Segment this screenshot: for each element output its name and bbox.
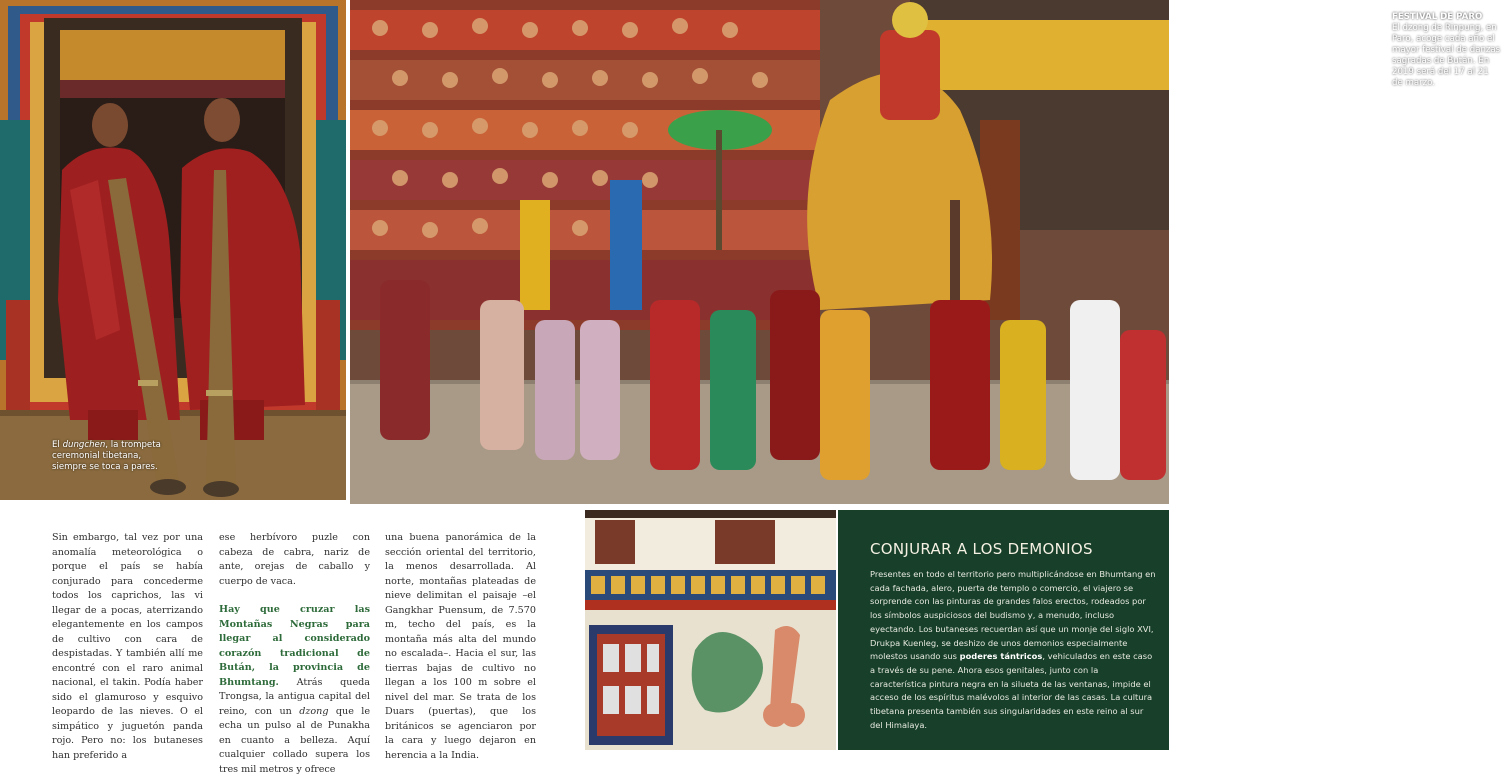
paragraph-text: Atrás queda Trongsa, la antigua capital del reino, con un	[219, 676, 370, 717]
festival-caption	[1392, 12, 1502, 89]
article-column-3	[385, 531, 536, 763]
sidebar-bold-term: poderes tántricos	[959, 651, 1043, 662]
building-image	[585, 510, 836, 750]
italic-term: dzong	[299, 705, 329, 717]
paragraph: Sin embargo, tal vez por una anomalía meteorológica o porque el país se había conjurado para concederme todos los caprichos, las vi llegar de a pocas, aterrizando elegantemente en los campos de cultivo con cara de despistadas. Y también allí me encontré con el raro animal nacional, el takin. Podía haber sido el glamuroso y esquivo leopardo de las nieves. O el simpático y juguetón panda rojo. Pero no: los butaneses han preferido a	[52, 532, 203, 761]
caption-title: FESTIVAL DE PARO	[1392, 12, 1483, 22]
monks-image	[0, 0, 346, 500]
festival-photo	[350, 0, 1501, 504]
monks-caption	[52, 440, 162, 473]
sidebar-body	[870, 568, 1156, 732]
building-photo	[585, 510, 836, 750]
sidebar-text: Presentes en todo el territorio pero multiplicándose en Bhumtang en cada fachada, alero, puerta de templo o comercio, el viajero se sorprende con las pinturas de grandes falos erectos, rodeados por los símbolos auspiciosos del budismo y, a menudo, incluso eyectando. Los butaneses recuerdan así que un monje del siglo XVI, Drukpa Kuenleg, se deshizo de unos demonios especialmente molestos usando sus	[870, 569, 1156, 662]
paragraph	[219, 603, 370, 777]
monks-photo	[0, 0, 346, 500]
sidebar-title: CONJURAR A LOS DEMONIOS	[870, 540, 1093, 558]
caption-text: , la trompeta ceremonial tibetana, siempre se toca a pares.	[52, 440, 161, 472]
paragraph: ese herbívoro puzle con cabeza de cabra, nariz de ante, orejas de caballo y cuerpo de vaca.	[219, 532, 370, 587]
paragraph-text: que le echa un pulso al de Punakha en cuanto a belleza. Aquí cualquier collado supera los tres mil metros y ofrece	[219, 705, 371, 775]
sidebar-box	[838, 510, 1169, 750]
paragraph: una buena panorámica de la sección oriental del territorio, la menos desarrollada. Al norte, montañas plateadas de nieve delimitan el paisaje –el Gangkhar Puensum, de 7.570 m, techo del país, es la montaña más alta del mundo no escalada–. Hacia el sur, las tierras bajas de cultivo no llegan a los 100 m sobre el nivel del mar. Se trata de los Duars (puertas), que los británicos se agenciaron por la cara y luego dejaron en herencia a la India.	[385, 532, 536, 761]
highlighted-lead: Hay que cruzar las Montañas Negras para llegar al considerado corazón tradicional de Bután, la provincia de Bhumtang.	[219, 604, 370, 688]
article-column-1	[52, 531, 203, 763]
caption-text: El dzong de Rinpung, en Paro, acoge cada año el mayor festival de danzas sagradas de Bután. En 2019 será del 17 al 21 de marzo.	[1392, 23, 1501, 88]
festival-image	[350, 0, 1169, 504]
sidebar-text: , vehiculados en este caso a través de su pene. Ahora esos genitales, junto con la característica pintura negra en la silueta de las ventanas, impide el acceso de los espíritus malévolos al interior de las casas. La cultura tibetana presenta también sus singularidades en este reino al sur del Himalaya.	[870, 651, 1153, 730]
article-column-2	[219, 531, 370, 777]
caption-italic-term: dungchen	[62, 440, 106, 450]
caption-text: El	[52, 440, 63, 450]
